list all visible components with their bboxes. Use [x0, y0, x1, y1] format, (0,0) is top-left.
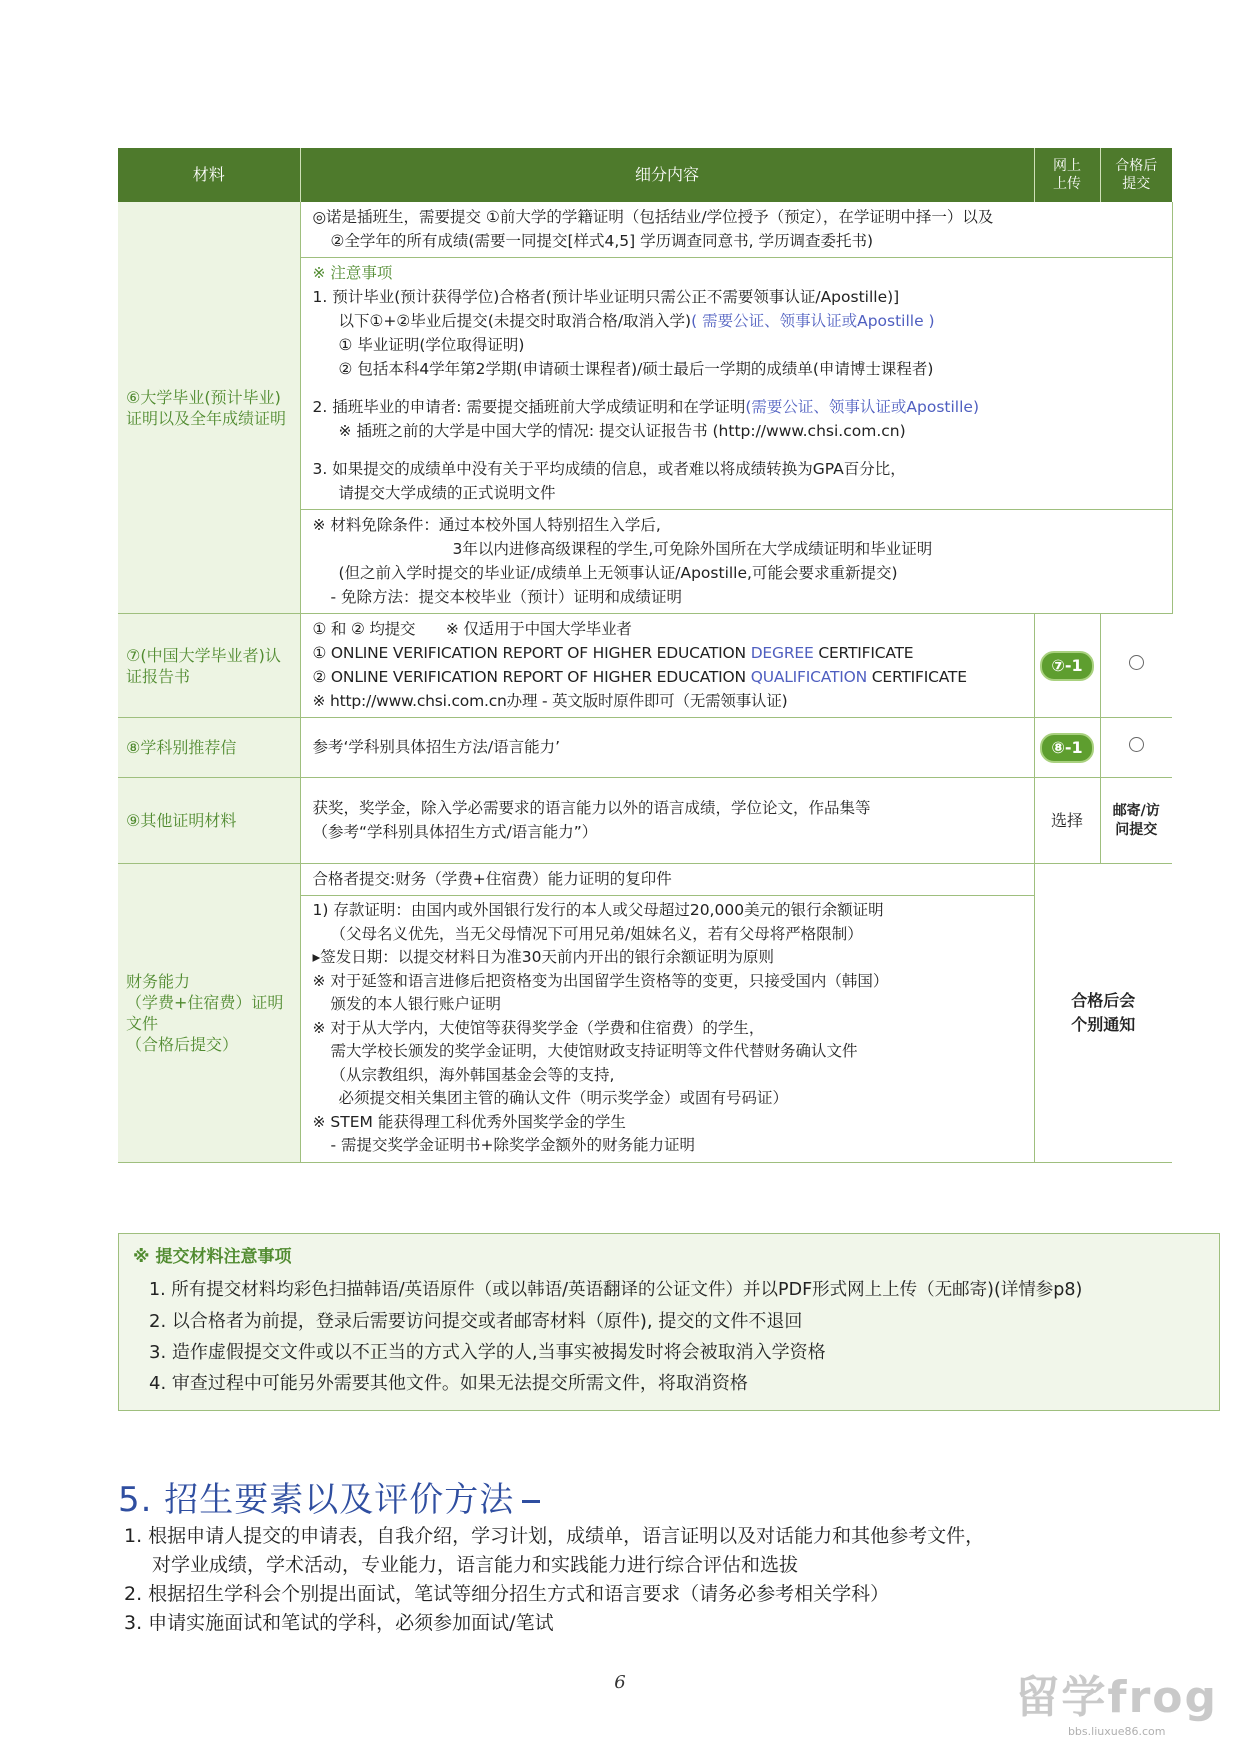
- circle-mark-icon: [1129, 655, 1144, 670]
- material-cell: ⑦(中国大学毕业者)认证报告书: [118, 614, 300, 718]
- section-title: 5. 招生要素以及评价方法: [118, 1472, 540, 1521]
- content-cell: [300, 718, 1034, 778]
- requirements-table: [118, 148, 1173, 1163]
- content-line: ② 包括本科4学年第2学期(申请硕士课程者)/硕士最后一学期的成绩单(申请博士课程者): [338, 360, 934, 378]
- submission-notes-box: [118, 1233, 1220, 1411]
- content-line: 以下①+②毕业后提交(未提交时取消合格/取消入学)( 需要公证、领事认证或Apostille ): [338, 312, 935, 330]
- content-line: 获奖，奖学金，除入学必需要求的语言能力以外的语言成绩，学位论文，作品集等: [312, 799, 871, 817]
- table-row-financial: [118, 864, 1172, 1163]
- content-line: 参考‘学科别具体招生方法/语言能力’: [312, 738, 561, 756]
- content-line: - 免除方法：提交本校毕业（预计）证明和成绩证明: [330, 588, 683, 606]
- notarization-highlight: (需要公证、领事认证或Apostille): [745, 398, 980, 416]
- watermark-logo: 留学frog bbs.liuxue86.com: [1015, 1672, 1218, 1738]
- notes-title: ※ 注意事项: [312, 264, 393, 282]
- table-row-7: [118, 614, 1172, 718]
- page-number: 6: [614, 1672, 626, 1693]
- header-content: 细分内容: [300, 148, 1034, 202]
- material-cell: 财务能力 （学费+住宿费）证明文件 （合格后提交）: [118, 864, 300, 1163]
- content-line: （父母名义优先，当无父母情况下可用兄弟/姐妹名义，若有父母将严格限制）: [330, 924, 863, 943]
- content-line: 请提交大学成绩的正式说明文件: [338, 484, 556, 502]
- material-cell: ⑥大学毕业(预计毕业)证明以及全年成绩证明: [118, 202, 300, 614]
- content-line: - 需提交奖学金证明书+除奖学金额外的财务能力证明: [330, 1136, 696, 1154]
- content-line: ▸签发日期：以提交材料日为准30天前内开出的银行余额证明为原则: [312, 948, 775, 966]
- content-line: 必须提交相关集团主管的确认文件（明示奖学金）或固有号码证）: [338, 1089, 789, 1107]
- requirements-table-wrap: [118, 148, 1172, 1163]
- notes-box-title: ※ 提交材料注意事项: [133, 1247, 292, 1267]
- transfer-student-block: [301, 202, 1172, 257]
- content-line: 颁发的本人银行账户证明: [330, 995, 502, 1013]
- content-line: ② ONLINE VERIFICATION REPORT OF HIGHER EDUCATION QUALIFICATION CERTIFICATE: [312, 668, 967, 686]
- content-line: 3年以内进修高级课程的学生,可免除外国所在大学成绩证明和毕业证明: [452, 540, 933, 558]
- online-upload-cell: 选择: [1034, 778, 1100, 864]
- content-line: ②全学年的所有成绩(需要一同提交[样式4,5] 学历调查同意书, 学历调查委托书): [330, 232, 874, 250]
- content-line: 2. 插班毕业的申请者: 需要提交插班前大学成绩证明和在学证明(需要公证、领事认证或Apostille): [312, 398, 980, 416]
- list-item: 1. 根据申请人提交的申请表，自我介绍，学习计划，成绩单，语言证明以及对话能力和其他参考文件，: [124, 1525, 985, 1547]
- section-body: [124, 1522, 984, 1638]
- content-line: 需大学校长颁发的奖学金证明，大使馆财政支持证明等文件代替财务确认文件: [330, 1042, 858, 1060]
- content-line: ※ http://www.chsi.com.cn办理 - 英文版时原件即可（无需领事认证): [312, 692, 788, 710]
- content-line: 1. 预计毕业(预计获得学位)合格者(预计毕业证明只需公正不需要领事认证/Apostille)]: [312, 288, 900, 306]
- list-item: 2. 以合格者为前提，登录后需要访问提交或者邮寄材料（原件), 提交的文件不退回: [149, 1311, 803, 1332]
- online-upload-cell: [1034, 718, 1100, 778]
- table-row-6: [118, 202, 1172, 614]
- material-cell: ⑧学科别推荐信: [118, 718, 300, 778]
- list-item: 3. 造作虚假提交文件或以不正当的方式入学的人,当事实被揭发时将会被取消入学资格: [149, 1342, 826, 1363]
- list-item: 对学业成绩，学术活动，专业能力，语言能力和实践能力进行综合评估和选拔: [152, 1554, 799, 1576]
- header-after-pass: 合格后 提交: [1100, 148, 1172, 202]
- content-cell: [300, 614, 1034, 718]
- qualification-highlight: QUALIFICATION: [750, 668, 867, 686]
- header-material: 材料: [118, 148, 300, 202]
- content-line: ※ 材料免除条件：通过本校外国人特别招生入学后,: [312, 516, 661, 534]
- form-badge: ⑦-1: [1040, 651, 1093, 681]
- content-line: （从宗教组织，海外韩国基金会等的支持,: [330, 1065, 615, 1084]
- list-item: 4. 审查过程中可能另外需要其他文件。如果无法提交所需文件，将取消资格: [149, 1373, 748, 1394]
- content-line: ◎诺是插班生，需要提交 ①前大学的学籍证明（包括结业/学位授予（预定），在学证明中择一）以及: [312, 208, 994, 226]
- notes-block: [301, 257, 1172, 509]
- content-line: ① ONLINE VERIFICATION REPORT OF HIGHER EDUCATION DEGREE CERTIFICATE: [312, 644, 914, 662]
- header-online-upload: 网上 上传: [1034, 148, 1100, 202]
- notarization-highlight: ( 需要公证、领事认证或Apostille ): [691, 312, 935, 330]
- online-upload-cell: [1034, 614, 1100, 718]
- content-line: ※ STEM 能获得理工科优秀外国奖学金的学生: [312, 1112, 626, 1131]
- content-line: ※ 对于从大学内，大使馆等获得奖学金（学费和住宿费）的学生，: [312, 1018, 765, 1037]
- degree-highlight: DEGREE: [750, 644, 814, 662]
- content-line: 合格者提交:财务（学费+住宿费）能力证明的复印件: [312, 870, 672, 888]
- content-line: ※ 对于延签和语言进修后把资格变为出国留学生资格等的变更，只接受国内（韩国）: [312, 971, 889, 990]
- material-cell: ⑨其他证明材料: [118, 778, 300, 864]
- exemption-block: [301, 509, 1172, 613]
- title-underline-decoration: [522, 1500, 540, 1503]
- list-item: 1. 所有提交材料均彩色扫描韩语/英语原件（或以韩语/英语翻译的公证文件）并以PDF形式网上上传（无邮寄)(详情参p8): [149, 1280, 1083, 1300]
- circle-mark-icon: [1129, 737, 1144, 752]
- table-row-9: [118, 778, 1172, 864]
- table-row-8: [118, 718, 1172, 778]
- notice-cell: 合格后会 个别通知: [1034, 864, 1172, 1163]
- content-line: (但之前入学时提交的毕业证/成绩单上无领事认证/Apostille,可能会要求重新提交): [338, 564, 898, 582]
- content-line: 3. 如果提交的成绩单中没有关于平均成绩的信息，或者难以将成绩转换为GPA百分比，: [312, 460, 906, 478]
- content-line: ※ 插班之前的大学是中国大学的情况: 提交认证报告书 (http://www.chsi.com.cn): [338, 422, 906, 440]
- content-cell: [300, 202, 1172, 614]
- list-item: 2. 根据招生学科会个别提出面试，笔试等细分招生方式和语言要求（请务必参考相关学科）: [124, 1583, 890, 1605]
- content-line: ① 和 ② 均提交 ※ 仅适用于中国大学毕业者: [312, 620, 632, 638]
- after-pass-cell: 邮寄/访 问提交: [1100, 778, 1172, 864]
- after-pass-cell: [1100, 718, 1172, 778]
- content-line: 1) 存款证明：由国内或外国银行发行的本人或父母超过20,000美元的银行余额证明: [312, 901, 884, 919]
- form-badge: ⑧-1: [1040, 733, 1093, 763]
- content-line: ① 毕业证明(学位取得证明): [338, 336, 525, 354]
- after-pass-cell: [1100, 614, 1172, 718]
- table-header-row: [118, 148, 1172, 202]
- content-cell: [300, 864, 1034, 1163]
- content-line: （参考“学科别具体招生方式/语言能力”）: [312, 823, 598, 841]
- list-item: 3. 申请实施面试和笔试的学科，必须参加面试/笔试: [124, 1612, 554, 1634]
- content-cell: [300, 778, 1034, 864]
